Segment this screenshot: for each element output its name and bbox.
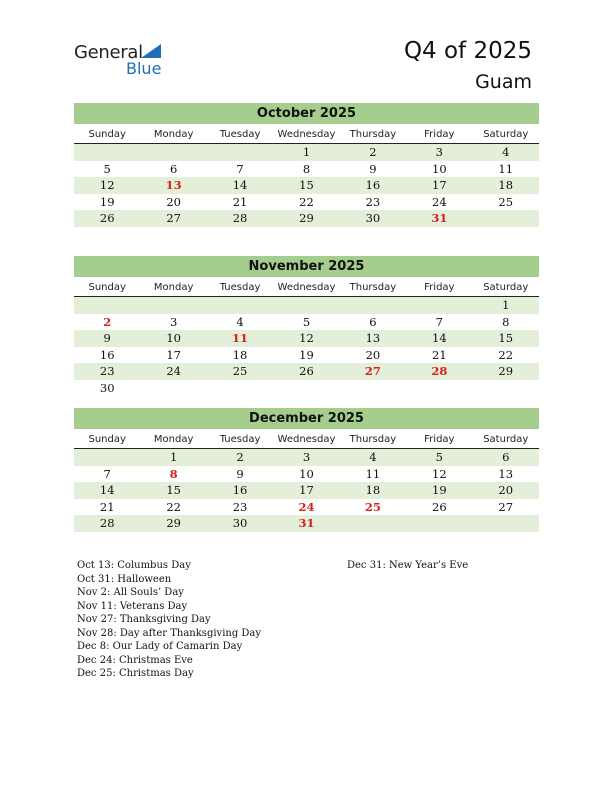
- date-cell: 24: [432, 194, 447, 209]
- date-cell: 6: [502, 450, 510, 464]
- date-cell: 25: [498, 194, 514, 209]
- holiday-date-cell: 28: [431, 364, 448, 378]
- date-cell: 6: [369, 314, 377, 329]
- date-cell: 16: [99, 347, 115, 362]
- date-cell: [340, 297, 406, 314]
- logo-blue-text: Blue: [126, 59, 162, 78]
- date-cell: [140, 144, 206, 161]
- holiday-date-cell: 31: [298, 516, 315, 530]
- month-calendar-november: [74, 256, 539, 396]
- weekday-label: Monday: [153, 282, 194, 293]
- date-cell: 6: [169, 161, 178, 176]
- month-calendar-december: [74, 408, 539, 532]
- date-cell: 27: [498, 499, 514, 514]
- holiday-date-cell: 13: [165, 178, 182, 192]
- generalblue-logo: [74, 42, 174, 78]
- date-cell: 23: [99, 364, 115, 378]
- weekday-label: Sunday: [88, 129, 126, 140]
- date-cell: 16: [365, 178, 381, 192]
- date-cell: 11: [365, 466, 381, 481]
- date-cell: [273, 380, 339, 397]
- date-cell: 1: [502, 298, 510, 312]
- week-row: [74, 482, 539, 499]
- date-cell: 30: [365, 211, 381, 225]
- date-cell: 16: [232, 483, 248, 497]
- date-cell: [340, 380, 406, 397]
- holiday-date-cell: 8: [169, 466, 178, 481]
- weekday-label: Friday: [424, 282, 455, 293]
- date-cell: 18: [365, 483, 381, 497]
- weekday-label: Tuesday: [219, 434, 261, 445]
- weekday-label: Saturday: [483, 282, 529, 293]
- date-cell: 14: [232, 178, 248, 192]
- date-cell: 14: [432, 331, 447, 345]
- date-cell: 4: [369, 450, 377, 464]
- page-title: Q4 of 2025: [403, 38, 532, 64]
- date-cell: [207, 297, 273, 314]
- weekday-label: Thursday: [349, 434, 397, 445]
- weekday-label: Tuesday: [219, 282, 261, 293]
- date-cell: 12: [299, 331, 314, 345]
- week-row: [74, 466, 539, 483]
- date-cell: 20: [498, 483, 514, 497]
- weekday-label: Friday: [424, 434, 455, 445]
- date-cell: 10: [432, 161, 447, 176]
- date-cell: 1: [169, 450, 178, 464]
- date-cell: 15: [498, 331, 514, 345]
- date-cell: 5: [302, 314, 311, 329]
- date-cell: 23: [365, 194, 381, 209]
- month-title: December 2025: [74, 408, 539, 429]
- holiday-entry: Nov 27: Thanksgiving Day: [77, 614, 211, 625]
- date-cell: 4: [502, 145, 510, 159]
- holiday-date-cell: 2: [103, 314, 112, 329]
- week-row: [74, 297, 539, 314]
- holiday-date-cell: 25: [364, 499, 381, 514]
- date-cell: 2: [369, 145, 377, 159]
- date-cell: 21: [232, 194, 248, 209]
- weekday-label: Saturday: [483, 434, 529, 445]
- week-row: [74, 449, 539, 466]
- date-cell: 19: [432, 483, 447, 497]
- weekday-label: Thursday: [349, 129, 397, 140]
- week-row: [74, 380, 539, 397]
- date-cell: 24: [166, 364, 181, 378]
- date-cell: 1: [302, 145, 311, 159]
- date-cell: 26: [299, 364, 314, 378]
- date-cell: [74, 144, 140, 161]
- holiday-entry: Dec 24: Christmas Eve: [77, 654, 193, 666]
- week-row: [74, 330, 539, 347]
- date-cell: 28: [99, 516, 115, 530]
- date-cell: 2: [236, 450, 244, 464]
- date-cell: 22: [166, 499, 181, 514]
- date-cell: 5: [435, 450, 443, 464]
- date-cell: [406, 380, 472, 397]
- date-cell: 20: [166, 194, 181, 209]
- date-cell: 29: [498, 364, 514, 378]
- holiday-entry: Oct 13: Columbus Day: [77, 560, 191, 571]
- date-cell: 19: [299, 347, 314, 362]
- date-cell: 18: [232, 347, 248, 362]
- date-cell: 12: [99, 178, 115, 192]
- date-cell: [207, 380, 273, 397]
- month-calendar-october: [74, 103, 539, 227]
- holiday-entry: Dec 31: New Year’s Eve: [347, 560, 469, 571]
- date-cell: 9: [103, 331, 111, 345]
- date-cell: 21: [432, 347, 447, 362]
- holiday-entry: Oct 31: Halloween: [77, 573, 172, 585]
- holiday-entry: Nov 11: Veterans Day: [77, 600, 188, 612]
- week-row: [74, 347, 539, 364]
- holiday-entry: Nov 28: Day after Thanksgiving Day: [77, 627, 262, 639]
- date-cell: 10: [299, 466, 314, 481]
- date-cell: [340, 515, 406, 532]
- date-cell: 27: [166, 211, 181, 225]
- date-cell: 8: [502, 314, 510, 329]
- month-title: November 2025: [74, 256, 539, 277]
- logo-flag-icon: [141, 44, 161, 58]
- date-cell: 12: [432, 466, 447, 481]
- holiday-date-cell: 11: [232, 331, 249, 345]
- date-cell: 17: [166, 347, 181, 362]
- date-cell: 13: [365, 331, 381, 345]
- date-cell: 29: [299, 211, 314, 225]
- date-cell: 15: [166, 483, 181, 497]
- weekday-header-row: [74, 126, 539, 144]
- date-cell: 22: [299, 194, 314, 209]
- date-cell: 20: [365, 347, 381, 362]
- week-row: [74, 194, 539, 211]
- date-cell: 17: [432, 178, 447, 192]
- weekday-label: Wednesday: [277, 282, 336, 293]
- date-cell: 29: [166, 516, 181, 530]
- logo-general-text: General: [74, 42, 143, 63]
- date-cell: 19: [99, 194, 115, 209]
- holiday-date-cell: 27: [364, 364, 381, 378]
- date-cell: [140, 297, 206, 314]
- weekday-header-row: [74, 431, 539, 449]
- date-cell: 4: [236, 314, 244, 329]
- date-cell: [74, 449, 140, 466]
- weekday-label: Thursday: [349, 282, 397, 293]
- date-cell: [406, 515, 472, 532]
- weekday-header-row: [74, 279, 539, 297]
- weekday-label: Sunday: [88, 282, 126, 293]
- week-row: [74, 363, 539, 380]
- date-cell: 18: [498, 178, 514, 192]
- date-cell: 8: [302, 161, 311, 176]
- date-cell: 7: [236, 161, 244, 176]
- week-row: [74, 210, 539, 227]
- date-cell: [273, 297, 339, 314]
- holiday-list-right: [347, 559, 468, 573]
- date-cell: [473, 515, 539, 532]
- weekday-label: Monday: [153, 434, 194, 445]
- date-cell: 10: [166, 331, 181, 345]
- month-title: October 2025: [74, 103, 539, 124]
- date-cell: 26: [432, 499, 447, 514]
- date-cell: 3: [169, 314, 178, 329]
- date-cell: 22: [498, 347, 514, 362]
- holiday-entry: Nov 2: All Souls’ Day: [77, 587, 184, 598]
- date-cell: 23: [232, 499, 248, 514]
- country-name: Guam: [475, 71, 532, 93]
- date-cell: 11: [498, 161, 514, 176]
- holiday-date-cell: 31: [431, 211, 448, 225]
- date-cell: 25: [232, 364, 248, 378]
- week-row: [74, 177, 539, 194]
- date-cell: 15: [299, 178, 314, 192]
- date-cell: 3: [302, 450, 311, 464]
- date-cell: 3: [435, 145, 443, 159]
- weekday-label: Friday: [424, 129, 455, 140]
- date-cell: 14: [99, 483, 115, 497]
- date-cell: [74, 297, 140, 314]
- date-cell: 17: [299, 483, 314, 497]
- date-cell: [473, 210, 539, 227]
- date-cell: 7: [103, 466, 111, 481]
- date-cell: 30: [232, 516, 248, 530]
- date-cell: [473, 380, 539, 397]
- week-row: [74, 515, 539, 532]
- weekday-label: Monday: [153, 129, 194, 140]
- date-cell: 9: [369, 161, 377, 176]
- date-cell: [140, 380, 206, 397]
- weekday-label: Sunday: [88, 434, 126, 445]
- date-cell: 26: [99, 211, 115, 225]
- holiday-entry: Dec 8: Our Lady of Camarin Day: [77, 641, 243, 652]
- date-cell: [406, 297, 472, 314]
- weekday-label: Wednesday: [277, 129, 336, 140]
- date-cell: 13: [498, 466, 514, 481]
- date-cell: 21: [99, 499, 115, 514]
- weekday-label: Saturday: [483, 129, 529, 140]
- date-cell: 28: [232, 211, 248, 225]
- date-cell: [207, 144, 273, 161]
- week-row: [74, 314, 539, 331]
- week-row: [74, 144, 539, 161]
- weekday-label: Wednesday: [277, 434, 336, 445]
- week-row: [74, 499, 539, 516]
- holiday-entry: Dec 25: Christmas Day: [77, 668, 194, 679]
- date-cell: 30: [99, 380, 115, 395]
- date-cell: 9: [236, 466, 244, 481]
- holiday-date-cell: 24: [298, 499, 315, 514]
- date-cell: 5: [103, 161, 111, 176]
- holiday-list-left: [77, 559, 261, 681]
- week-row: [74, 161, 539, 178]
- weekday-label: Tuesday: [219, 129, 261, 140]
- date-cell: 7: [435, 314, 443, 329]
